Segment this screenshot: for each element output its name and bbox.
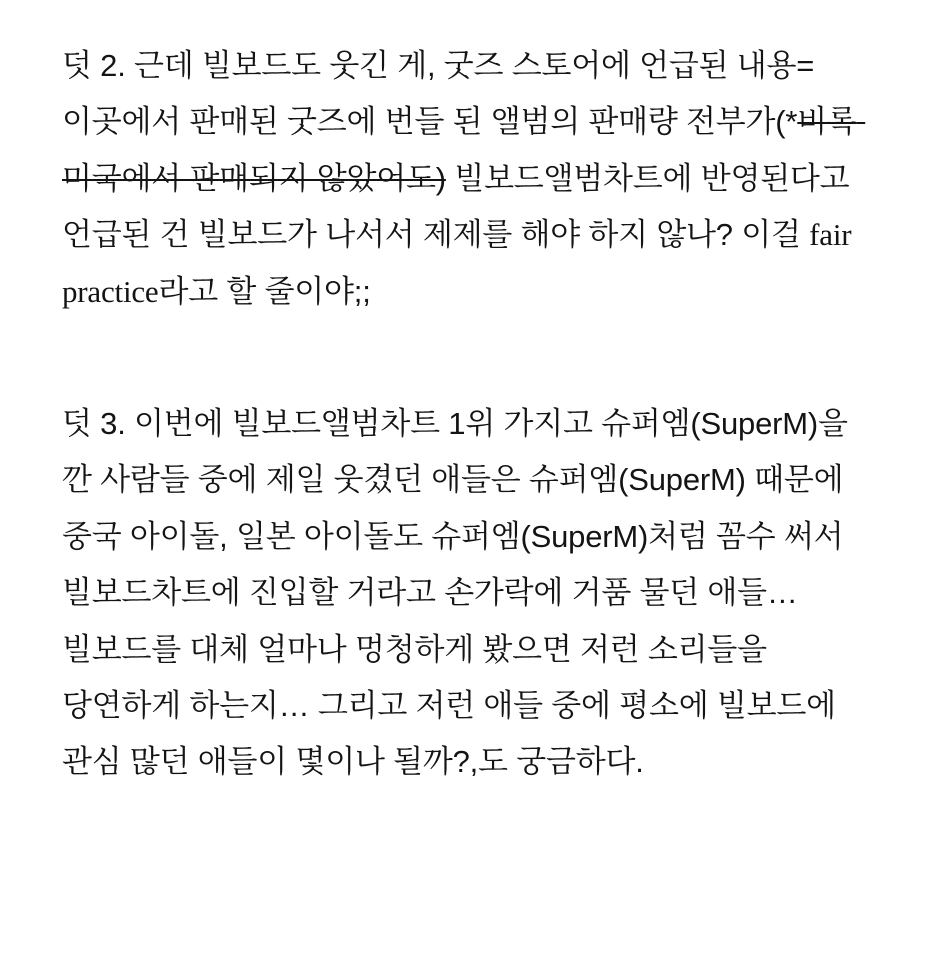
latin-phrase-segment: fair practice xyxy=(62,217,859,309)
text-segment: 빌보드앨범차트에 반영된다고 언급된 건 빌보드가 나서서 제제를 해야 하지 않나? 이걸 xyxy=(62,160,858,253)
text-segment: 덧 3. 이번에 빌보드앨범차트 1위 가지고 슈퍼엠(SuperM)을 깐 사람들 중에 제일 웃겼던 애들은 슈퍼엠(SuperM) 때문에 중국 아이돌, 일본 아이돌도 슈퍼엠(SuperM)처럼 꼼수 써서 빌보드차트에 진입할 거라고 손가락에 거품 물던 애들… 빌보드를 대체 얼마나 멍청하게 봤으면 저런 소리들을 당연하게 하는지… 그리고 저런 애들 중에 평소에 빌보드에 관심 많던 애들이 몇이나 될까?,도 궁금하다. xyxy=(62,406,857,780)
text-segment: 라고 할 줄이야;; xyxy=(158,273,371,309)
paragraph-note-3 xyxy=(62,396,876,791)
paragraph-spacer xyxy=(62,330,876,396)
text-segment: 덧 2. 근데 빌보드도 웃긴 게, 굿즈 스토어에 언급된 내용=이곳에서 판매된 굿즈에 번들 된 앨범의 판매량 전부가(* xyxy=(62,48,815,140)
paragraph-note-2 xyxy=(62,38,876,320)
strikethrough-segment: 비록 미국에서 판매되지 않았어도) xyxy=(62,104,866,196)
